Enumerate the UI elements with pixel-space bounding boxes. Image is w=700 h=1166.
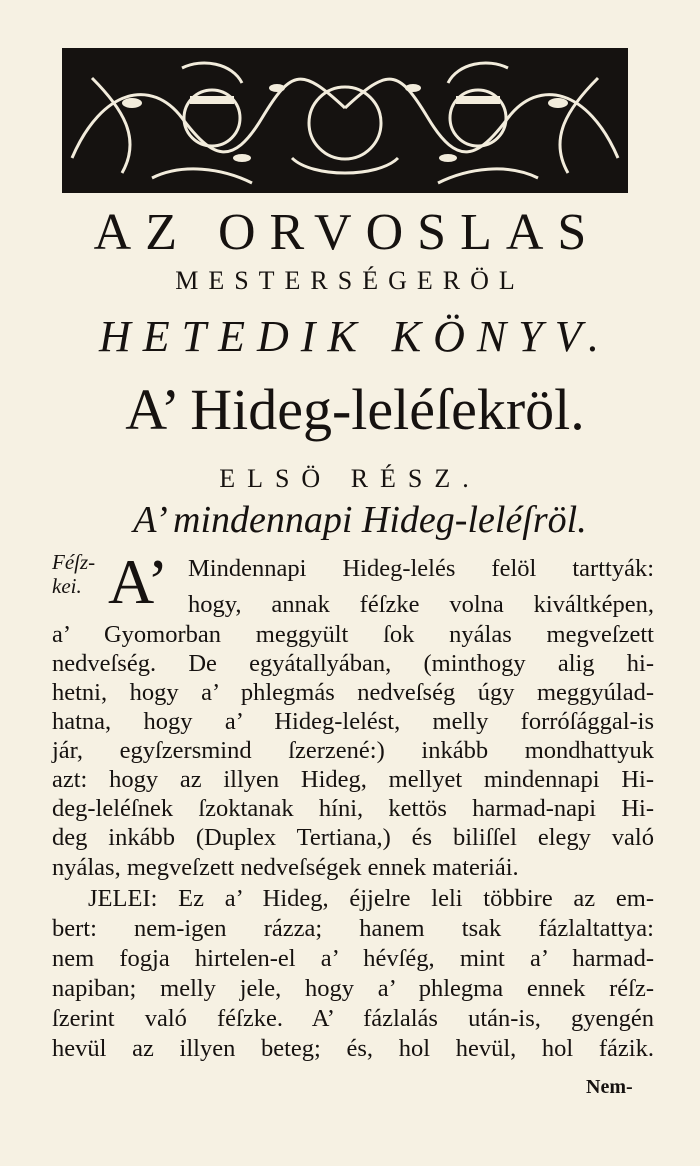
body-line: azt: hogy az illyen Hideg, mellyet mindennapi Hi- xyxy=(52,766,654,793)
section-heading: A’ mindennapi Hideg-leléſröl. xyxy=(133,499,587,541)
body-line: deg-leléſnek ſzoktanak híni, kettös harmad-napi Hi- xyxy=(52,795,654,822)
body-line: nyálas, megveſzett nedveſségek ennek materiái. xyxy=(52,854,519,881)
book-number-heading: HETEDIK KÖNYV. xyxy=(99,312,611,361)
body-line: hatna, hogy a’ Hideg-lelést, melly forróſággal-is xyxy=(52,708,654,735)
body-line: deg inkább (Duplex Tertiana,) és biliſſel elegy való xyxy=(52,824,654,851)
title-main: AZ ORVOSLAS xyxy=(93,204,601,261)
body-line: jár, egyſzersmind ſzerzené:) inkább mondhattyuk xyxy=(52,737,654,764)
body-line: a’ Gyomorban meggyült ſok nyálas megveſzett xyxy=(52,621,654,648)
body-line: ſzerint való féſzke. A’ fázlalás után-is, gyengén xyxy=(52,1005,654,1032)
body-line: hevül az illyen beteg; és, hol hevül, hol fázik. xyxy=(52,1035,654,1062)
catchword: Nem- xyxy=(586,1076,633,1098)
chapter-title: A’ Hideg-leléſekröl. xyxy=(125,377,585,442)
drop-cap: A’ xyxy=(108,546,169,617)
decorative-headpiece xyxy=(62,48,628,193)
body-line: nem fogja hirtelen-el a’ hévſég, mint a’ harmad- xyxy=(52,945,654,972)
body-line: JELEI: Ez a’ Hideg, éjjelre leli többire az em- xyxy=(88,885,654,912)
body-line: napiban; melly jele, hogy a’ phlegma ennek réſz- xyxy=(52,975,654,1002)
part-heading: ELSÖ RÉSZ. xyxy=(219,464,481,493)
title-subtitle: MESTERSÉGERÖL xyxy=(175,266,525,295)
body-line: bert: nem-igen rázza; hanem tsak fázlaltattya: xyxy=(52,915,654,942)
ornament-vines-image xyxy=(62,48,628,193)
body-line: hogy, annak féſzke volna kiváltképen, xyxy=(188,591,654,618)
body-line: nedveſség. De egyátallyában, (minthogy alig hi- xyxy=(52,650,654,677)
body-line: hetni, hogy a’ phlegmás nedveſség úgy meggyúlad- xyxy=(52,679,654,706)
margin-note: Féſz-kei. xyxy=(52,550,96,598)
body-line: Mindennapi Hideg-lelés felöl tarttyák: xyxy=(188,555,654,582)
